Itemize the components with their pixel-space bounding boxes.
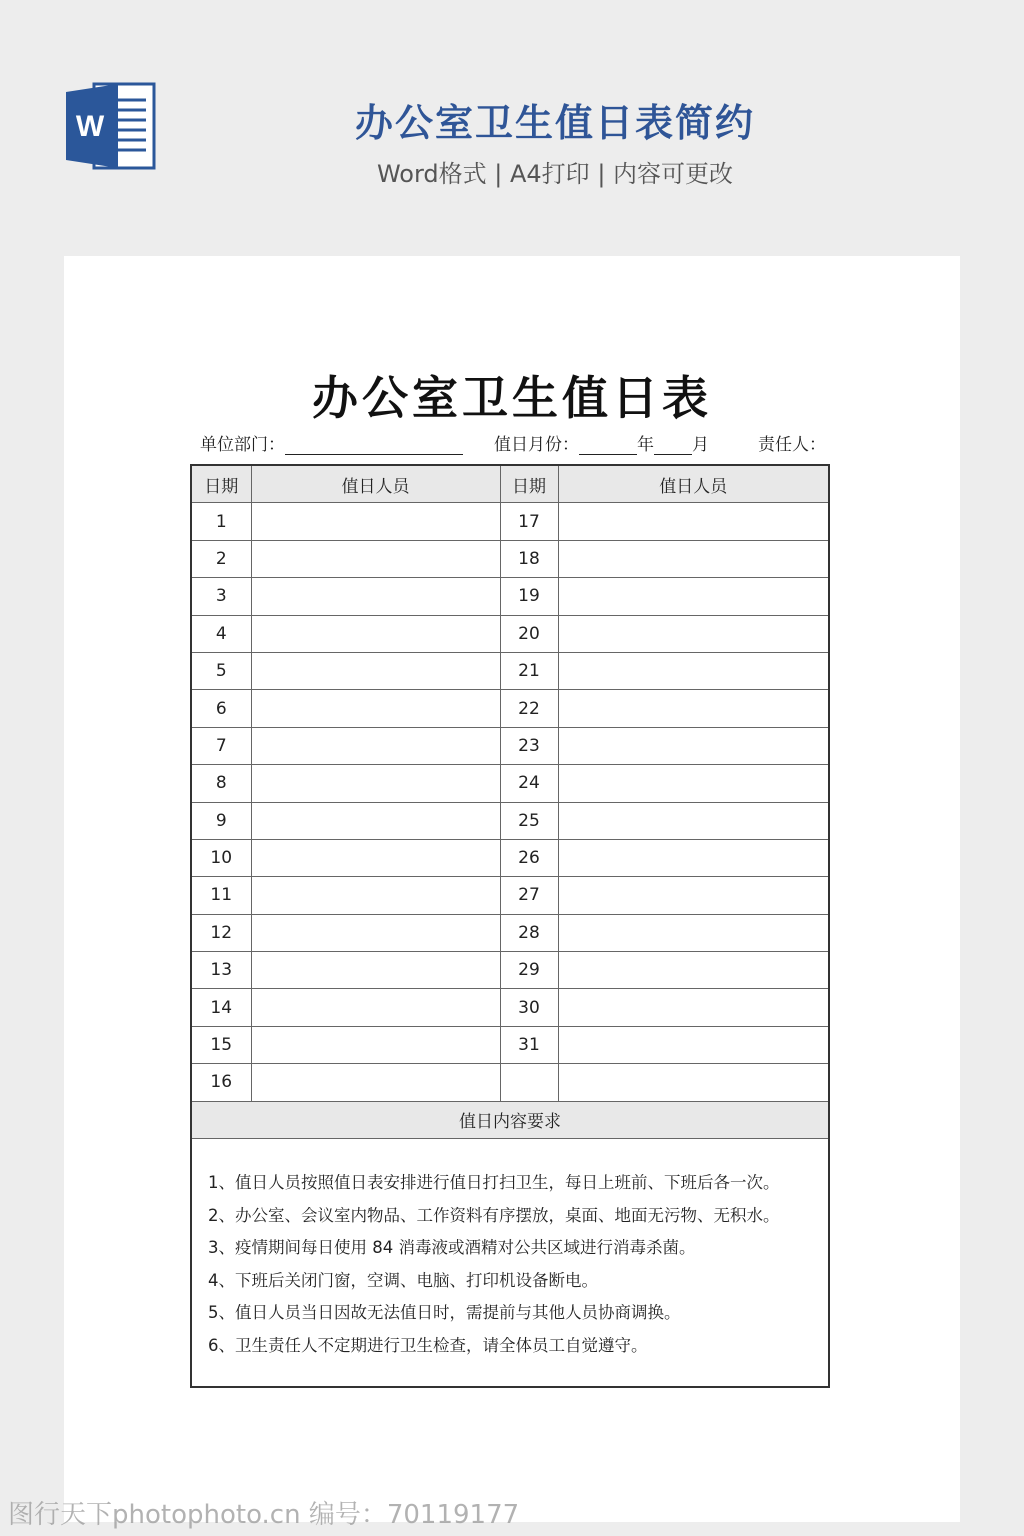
staff-cell-left[interactable] — [251, 914, 500, 951]
table-row — [192, 615, 828, 652]
header-staff-right: 值日人员 — [558, 466, 828, 503]
requirement-item: 6、卫生责任人不定期进行卫生检查，请全体员工自觉遵守。 — [208, 1335, 648, 1355]
date-cell-right: 30 — [500, 989, 558, 1026]
staff-cell-left[interactable] — [251, 989, 500, 1026]
date-cell-right: 25 — [500, 802, 558, 839]
word-document-icon — [64, 82, 158, 170]
date-cell-right — [500, 1064, 558, 1101]
staff-cell-left[interactable] — [251, 540, 500, 577]
requirements-list — [192, 1139, 828, 1362]
staff-cell-right[interactable] — [558, 1064, 828, 1101]
date-cell-left: 7 — [192, 727, 251, 764]
staff-cell-left[interactable] — [251, 1064, 500, 1101]
person-label: 责任人： — [758, 435, 826, 455]
table-row — [192, 839, 828, 876]
staff-cell-left[interactable] — [251, 727, 500, 764]
staff-cell-left[interactable] — [251, 652, 500, 689]
date-cell-left: 11 — [192, 877, 251, 914]
watermark: 图行天下photophoto.cn 编号：70119177 — [8, 1500, 520, 1530]
table-row — [192, 914, 828, 951]
month-field[interactable] — [494, 430, 709, 455]
staff-cell-left[interactable] — [251, 690, 500, 727]
year-underline — [579, 436, 637, 455]
header-date-left: 日期 — [192, 466, 251, 503]
staff-cell-left[interactable] — [251, 503, 500, 540]
staff-cell-right[interactable] — [558, 989, 828, 1026]
date-cell-right: 23 — [500, 727, 558, 764]
document-title: 办公室卫生值日表 — [312, 371, 712, 425]
duty-table — [190, 464, 830, 1388]
table-row — [192, 989, 828, 1026]
date-cell-left: 12 — [192, 914, 251, 951]
staff-cell-left[interactable] — [251, 578, 500, 615]
date-cell-left: 2 — [192, 540, 251, 577]
staff-cell-right[interactable] — [558, 615, 828, 652]
date-cell-right: 18 — [500, 540, 558, 577]
requirement-item: 3、疫情期间每日使用 84 消毒液或酒精对公共区域进行消毒杀菌。 — [208, 1238, 696, 1258]
staff-cell-right[interactable] — [558, 877, 828, 914]
year-unit: 年 — [637, 435, 654, 455]
table-row — [192, 540, 828, 577]
dept-label: 单位部门： — [200, 435, 285, 455]
banner-title: 办公室卫生值日表简约 — [354, 101, 755, 145]
requirement-item: 4、下班后关闭门窗，空调、电脑、打印机设备断电。 — [208, 1270, 598, 1290]
document-meta-row — [0, 430, 1024, 456]
word-icon-letter: W — [75, 110, 105, 143]
staff-cell-left[interactable] — [251, 1026, 500, 1063]
table-row — [192, 877, 828, 914]
date-cell-right: 19 — [500, 578, 558, 615]
dept-field[interactable] — [200, 430, 463, 455]
month-label: 值日月份： — [494, 435, 579, 455]
header-date-right: 日期 — [500, 466, 558, 503]
staff-cell-right[interactable] — [558, 540, 828, 577]
staff-cell-right[interactable] — [558, 765, 828, 802]
table-row — [192, 690, 828, 727]
staff-cell-left[interactable] — [251, 765, 500, 802]
date-cell-right: 24 — [500, 765, 558, 802]
date-cell-left: 9 — [192, 802, 251, 839]
table-row — [192, 652, 828, 689]
person-field[interactable] — [758, 430, 826, 455]
date-cell-right: 27 — [500, 877, 558, 914]
date-cell-left: 4 — [192, 615, 251, 652]
staff-cell-right[interactable] — [558, 1026, 828, 1063]
staff-cell-right[interactable] — [558, 652, 828, 689]
table-row — [192, 1026, 828, 1063]
duty-grid — [192, 466, 828, 1139]
table-row — [192, 802, 828, 839]
staff-cell-right[interactable] — [558, 503, 828, 540]
requirement-item: 1、值日人员按照值日表安排进行值日打扫卫生，每日上班前、下班后各一次。 — [208, 1173, 780, 1193]
staff-cell-right[interactable] — [558, 802, 828, 839]
date-cell-right: 26 — [500, 839, 558, 876]
table-row — [192, 952, 828, 989]
date-cell-left: 1 — [192, 503, 251, 540]
table-header-row — [192, 466, 828, 503]
staff-cell-left[interactable] — [251, 877, 500, 914]
staff-cell-right[interactable] — [558, 578, 828, 615]
date-cell-left: 15 — [192, 1026, 251, 1063]
date-cell-right: 28 — [500, 914, 558, 951]
header-staff-left: 值日人员 — [251, 466, 500, 503]
date-cell-right: 17 — [500, 503, 558, 540]
date-cell-left: 5 — [192, 652, 251, 689]
requirement-item: 5、值日人员当日因故无法值日时，需提前与其他人员协商调换。 — [208, 1303, 681, 1323]
staff-cell-left[interactable] — [251, 615, 500, 652]
requirements-title: 值日内容要求 — [192, 1101, 828, 1138]
date-cell-left: 3 — [192, 578, 251, 615]
date-cell-right: 29 — [500, 952, 558, 989]
date-cell-left: 13 — [192, 952, 251, 989]
date-cell-left: 10 — [192, 839, 251, 876]
date-cell-right: 20 — [500, 615, 558, 652]
staff-cell-right[interactable] — [558, 914, 828, 951]
date-cell-left: 16 — [192, 1064, 251, 1101]
table-row — [192, 765, 828, 802]
month-unit: 月 — [692, 435, 709, 455]
month-underline — [654, 436, 692, 455]
staff-cell-right[interactable] — [558, 952, 828, 989]
date-cell-left: 6 — [192, 690, 251, 727]
date-cell-left: 8 — [192, 765, 251, 802]
table-row — [192, 727, 828, 764]
staff-cell-right[interactable] — [558, 727, 828, 764]
dept-underline — [285, 436, 463, 455]
date-cell-right: 31 — [500, 1026, 558, 1063]
banner-subtitle: Word格式 | A4打印 | 内容可更改 — [376, 160, 734, 188]
staff-cell-right[interactable] — [558, 690, 828, 727]
staff-cell-right[interactable] — [558, 839, 828, 876]
staff-cell-left[interactable] — [251, 839, 500, 876]
table-row — [192, 503, 828, 540]
date-cell-left: 14 — [192, 989, 251, 1026]
table-row — [192, 578, 828, 615]
date-cell-right: 22 — [500, 690, 558, 727]
staff-cell-left[interactable] — [251, 802, 500, 839]
staff-cell-left[interactable] — [251, 952, 500, 989]
date-cell-right: 21 — [500, 652, 558, 689]
table-row — [192, 1064, 828, 1101]
requirements-title-row — [192, 1101, 828, 1138]
requirement-item: 2、办公室、会议室内物品、工作资料有序摆放，桌面、地面无污物、无积水。 — [208, 1205, 780, 1225]
